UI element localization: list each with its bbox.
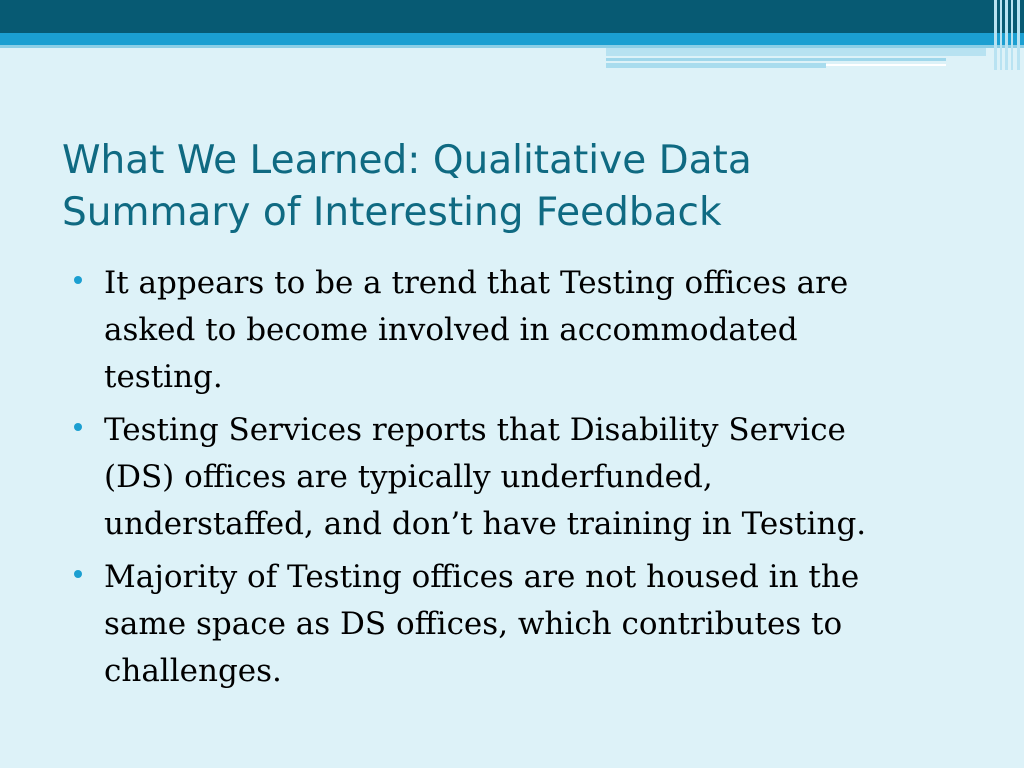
bullet-icon — [74, 423, 82, 431]
bullet-line: understaffed, and don’t have training in Testing. — [104, 506, 867, 542]
header-vertical-stripes — [992, 0, 1024, 70]
header-band-blue — [0, 33, 1024, 45]
header-accent-line — [826, 64, 946, 66]
bullet-item — [74, 554, 974, 695]
slide-title — [62, 135, 962, 239]
bullet-line: same space as DS offices, which contributes to — [104, 606, 843, 642]
bullet-item — [74, 260, 974, 401]
bullet-line: challenges. — [104, 653, 282, 689]
header-band-dark — [0, 0, 1024, 33]
bullet-line: (DS) offices are typically underfunded, — [104, 459, 713, 495]
header-accent-stripe — [606, 63, 826, 68]
bullet-line: Majority of Testing offices are not housed in the — [104, 559, 860, 595]
bullet-icon — [74, 276, 82, 284]
bullet-icon — [74, 570, 82, 578]
bullet-text — [104, 407, 974, 548]
bullet-line: It appears to be a trend that Testing offices are — [104, 265, 849, 301]
slide-title-line: Summary of Interesting Feedback — [62, 190, 722, 235]
bullet-line: testing. — [104, 359, 223, 395]
bullet-item — [74, 407, 974, 548]
bullet-line: asked to become involved in accommodated — [104, 312, 798, 348]
header-accent-stripe — [606, 58, 946, 61]
bullet-list — [74, 260, 974, 701]
header-accent-stripe — [606, 48, 986, 56]
bullet-line: Testing Services reports that Disability Service — [104, 412, 846, 448]
bullet-text — [104, 554, 974, 695]
slide-title-line: What We Learned: Qualitative Data — [62, 138, 752, 183]
bullet-text — [104, 260, 974, 401]
